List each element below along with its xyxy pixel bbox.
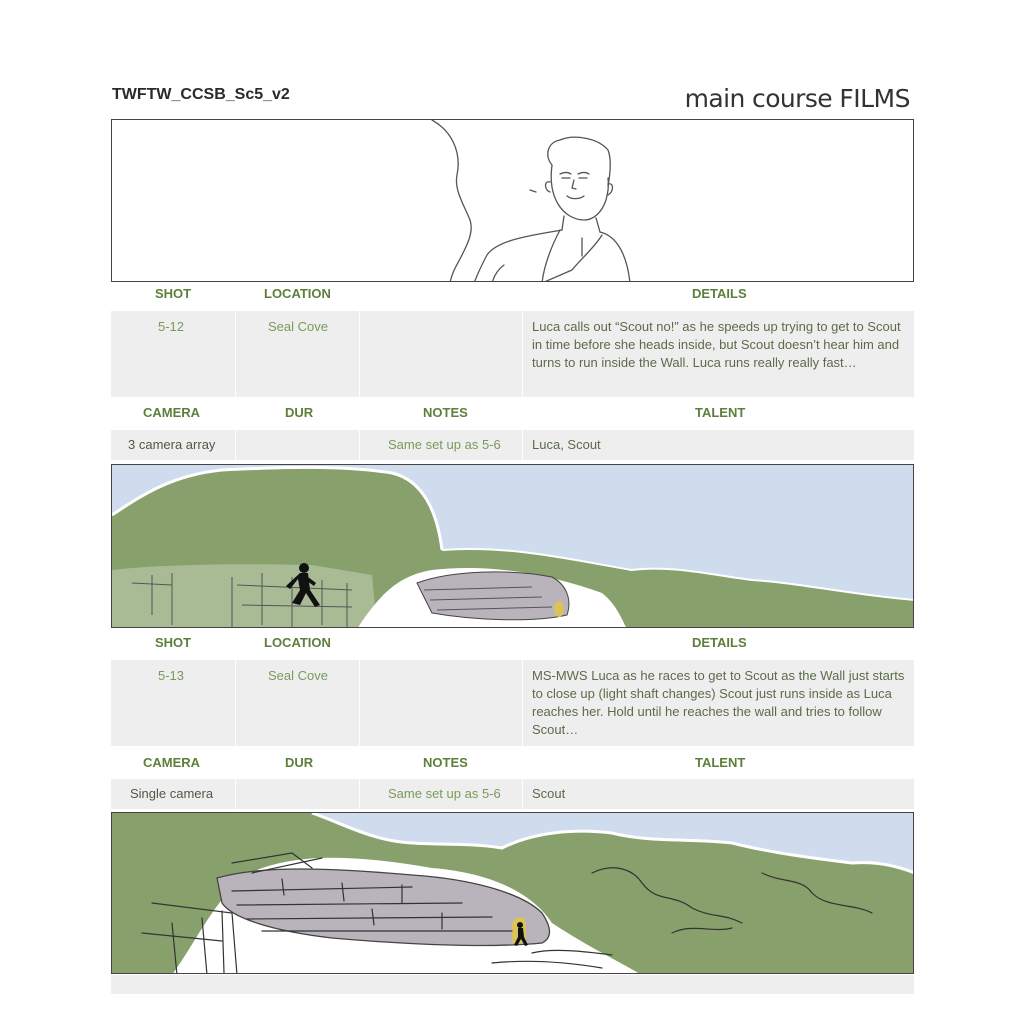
shot-number: 5-12: [158, 319, 185, 334]
storyboard-frame-1: [111, 119, 914, 282]
storyboard-frame-3: [111, 812, 914, 974]
header-notes: NOTES: [423, 405, 468, 420]
camera-header-row-1: [111, 401, 914, 425]
camera-info-row-1: [111, 430, 914, 460]
header-dur: DUR: [285, 405, 314, 420]
shot-header-row-1: [111, 282, 914, 306]
shot-location: Seal Cove: [268, 668, 328, 683]
camera-info-row-2: [111, 779, 914, 809]
header-notes: NOTES: [423, 755, 468, 770]
header-talent: TALENT: [695, 405, 746, 420]
shot-info-row-2: [111, 660, 914, 746]
shot-header-row-2: [111, 631, 914, 655]
header-location: LOCATION: [264, 635, 331, 650]
document-title: TWFTW_CCSB_Sc5_v2: [112, 86, 290, 103]
company-logo: main course FILMS: [684, 84, 910, 113]
sketch-wall-closeup: [112, 813, 914, 974]
camera-value: Single camera: [130, 786, 214, 801]
header-camera: CAMERA: [143, 405, 201, 420]
header-camera: CAMERA: [143, 755, 201, 770]
header-location: LOCATION: [264, 286, 331, 301]
notes-value: Same set up as 5-6: [388, 786, 501, 801]
sketch-seal-cove-wide: [112, 465, 914, 628]
storyboard-frame-2: [111, 464, 914, 628]
camera-header-row-2: [111, 751, 914, 775]
shot-details: MS-MWS Luca as he races to get to Scout as the Wall just starts to close up (light shaft changes) Scout just runs inside as Luca reaches her. Hold until he reaches the wall and tries to follow Scout…: [532, 668, 905, 737]
shot-details: Luca calls out “Scout no!” as he speeds up trying to get to Scout in time before she heads inside, but Scout doesn’t hear him and turns to run inside the Wall. Luca runs really really fast…: [532, 319, 901, 370]
talent-value: Scout: [532, 786, 566, 801]
sketch-character-closeup: [112, 120, 914, 282]
notes-value: Same set up as 5-6: [388, 437, 501, 452]
header-dur: DUR: [285, 755, 314, 770]
shot-header-row-3: [111, 975, 914, 994]
talent-value: Luca, Scout: [532, 437, 601, 452]
header-details: DETAILS: [692, 635, 747, 650]
shot-location: Seal Cove: [268, 319, 328, 334]
header-shot: SHOT: [155, 286, 192, 301]
shot-info-row-1: [111, 311, 914, 397]
camera-value: 3 camera array: [128, 437, 216, 452]
shot-number: 5-13: [158, 668, 185, 683]
header-shot: SHOT: [155, 635, 192, 650]
header-talent: TALENT: [695, 755, 746, 770]
header-details: DETAILS: [692, 286, 747, 301]
